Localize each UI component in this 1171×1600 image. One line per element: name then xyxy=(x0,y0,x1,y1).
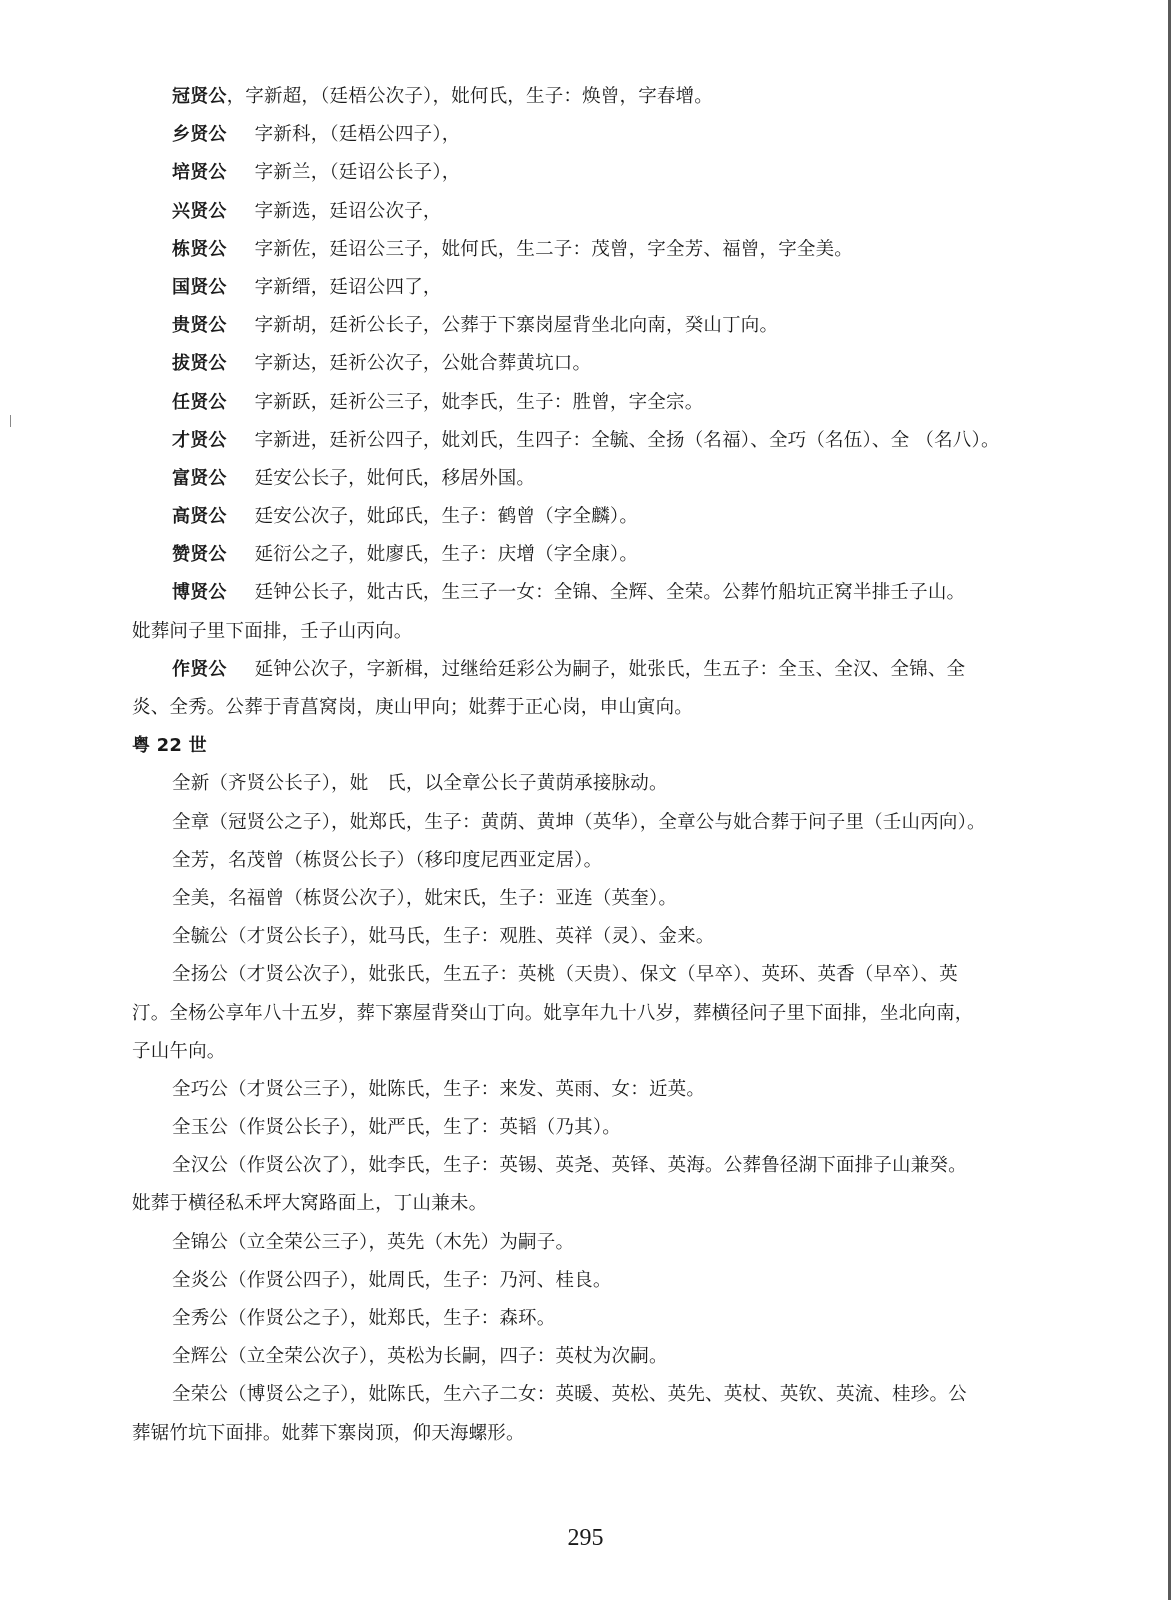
entry-text: 字新跃，廷祈公三子，妣李氏，生子：胜曾，字全宗。 xyxy=(254,391,704,413)
continuation-line: 炎、全秀。公葬于青菖窝岗，庚山甲向；妣葬于正心岗，申山寅向。 xyxy=(132,697,694,718)
entry-line xyxy=(132,1376,1072,1414)
entry-line xyxy=(132,1071,1072,1109)
entry-line xyxy=(132,78,1072,116)
entry-text: 全锦公（立全荣公三子），英先（木先）为嗣子。 xyxy=(172,1231,575,1253)
person-name: 国贤公 xyxy=(172,276,227,298)
section-22nd-generation xyxy=(132,765,1072,1452)
entry-line xyxy=(132,193,1072,231)
person-name: 拔贤公 xyxy=(172,353,227,375)
entry-text: 字新胡，廷祈公长子，公葬于下寨岗屋背坐北向南，癸山丁向。 xyxy=(254,315,779,337)
person-name: 冠贤公 xyxy=(172,86,227,107)
entry-text: 廷安公次子，妣邱氏，生子：鹤曾（字全麟）。 xyxy=(254,506,639,528)
entry-line xyxy=(132,422,1072,460)
person-name: 乡贤公 xyxy=(172,124,227,146)
entry-line xyxy=(132,842,1072,880)
entry-line xyxy=(132,269,1072,307)
entry-text: 全美，名福曾（栋贤公次子），妣宋氏，生子：亚连（英奎）。 xyxy=(172,887,678,909)
entry-line xyxy=(132,384,1072,422)
entry-line xyxy=(132,1300,1072,1338)
continuation-line: 汀。全杨公享年八十五岁，葬下寨屋背癸山丁向。妣享年九十八岁，葬横径问子里下面排，坐北向南， xyxy=(132,1002,974,1024)
entry-text: 全章（冠贤公之子），妣郑氏，生子：黄荫、黄坤（英华），全章公与妣合葬于问子里（壬山丙向）。 xyxy=(172,811,986,833)
entry-line xyxy=(132,880,1072,918)
generation-heading: 粤 22 世 xyxy=(132,735,207,757)
person-name: 培贤公 xyxy=(172,162,227,184)
entry-text: 全秀公（作贤公之子），妣郑氏，生子：森环。 xyxy=(172,1308,556,1329)
person-name: 赞贤公 xyxy=(172,544,227,566)
person-name: 博贤公 xyxy=(172,582,227,604)
entry-line xyxy=(132,1109,1072,1147)
document-body xyxy=(132,78,1072,1453)
entry-line xyxy=(132,574,1072,612)
entry-text: 全汉公（作贤公次了），妣李氏，生子：英锡、英尧、英铎、英海。公葬鲁径湖下面排子山兼癸。 xyxy=(172,1155,967,1177)
entry-text: 全玉公（作贤公长子），妣严氏，生了：英韬（乃其）。 xyxy=(172,1117,622,1139)
entry-line xyxy=(132,804,1072,842)
continuation-line: 妣葬问子里下面排，壬子山丙向。 xyxy=(132,620,413,642)
page-number: 295 xyxy=(567,1525,604,1551)
person-name: 富贤公 xyxy=(172,467,227,489)
entry-line xyxy=(132,1147,1072,1185)
entry-text: 字新缙，廷诏公四了， xyxy=(254,276,442,298)
person-name: 任贤公 xyxy=(172,391,227,413)
entry-line xyxy=(132,1262,1072,1300)
entry-text: 全扬公（才贤公次子），妣张氏，生五子：英桃（天贵）、保文（早卒）、英环、英香（早卒）、英 xyxy=(172,964,958,986)
entry-text: 字新进，廷祈公四子，妣刘氏，生四子：全毓、全扬（名福）、全巧（名伍）、全 （名八）。 xyxy=(254,429,1000,451)
entry-line xyxy=(132,765,1072,803)
entry-line xyxy=(132,536,1072,574)
entry-text: ，字新超，（廷梧公次子），妣何氏，生子：焕曾，字春增。 xyxy=(226,86,714,107)
person-name: 贵贤公 xyxy=(172,315,227,337)
entry-text: 字新科，（廷梧公四子）， xyxy=(254,124,461,146)
entry-text: 字新兰，（廷诏公长子）， xyxy=(254,162,461,184)
entry-line xyxy=(132,918,1072,956)
entry-line xyxy=(132,651,1072,689)
entry-line xyxy=(132,116,1072,154)
entry-line xyxy=(132,956,1072,994)
person-name: 才贤公 xyxy=(172,429,227,451)
entry-line xyxy=(132,231,1072,269)
entry-line xyxy=(132,1338,1072,1376)
section-21st-generation xyxy=(132,78,1072,727)
person-name: 作贤公 xyxy=(172,658,227,680)
entry-text: 延钟公次子，字新楫，过继给廷彩公为嗣子，妣张氏，生五子：全玉、全汉、全锦、全 xyxy=(254,658,966,680)
entry-text: 全荣公（博贤公之子），妣陈氏，生六子二女：英暖、英松、英先、英杖、英钦、英流、桂珍。公 xyxy=(172,1384,967,1406)
entry-line xyxy=(132,498,1072,536)
continuation-line: 葬锯竹坑下面排。妣葬下寨岗顶，仰天海螺形。 xyxy=(132,1422,525,1444)
person-name: 兴贤公 xyxy=(172,200,227,222)
entry-text: 全芳，名茂曾（栋贤公长子）（移印度尼西亚定居）。 xyxy=(172,849,603,871)
entry-text: 全巧公（才贤公三子），妣陈氏，生子：来发、英雨、女：近英。 xyxy=(172,1078,706,1100)
entry-text: 字新佐，廷诏公三子，妣何氏，生二子：茂曾，字全芳、福曾，字全美。 xyxy=(254,238,854,260)
person-name: 高贤公 xyxy=(172,506,227,528)
continuation-line: 妣葬于横径私禾坪大窝路面上，丁山兼未。 xyxy=(132,1193,488,1215)
entry-line xyxy=(132,345,1072,383)
entry-text: 廷安公长子，妣何氏，移居外国。 xyxy=(254,467,536,489)
entry-text: 字新达，廷祈公次子，公妣合葬黄坑口。 xyxy=(254,353,592,375)
entry-line xyxy=(132,154,1072,192)
scan-mark xyxy=(10,415,11,427)
entry-line xyxy=(132,307,1072,345)
entry-text: 廷钟公长子，妣古氏，生三子一女：全锦、全辉、全荣。公葬竹船坑正窝半排壬子山。 xyxy=(254,582,966,604)
entry-text: 延衍公之子，妣廖氏，生子：庆增（字全康）。 xyxy=(254,544,639,566)
entry-line xyxy=(132,1224,1072,1262)
continuation-line: 子山午向。 xyxy=(132,1040,226,1062)
entry-text: 字新选，廷诏公次子， xyxy=(254,200,442,222)
entry-text: 全辉公（立全荣公次子），英松为长嗣，四子：英杖为次嗣。 xyxy=(172,1346,668,1368)
entry-text: 全炎公（作贤公四子），妣周氏，生子：乃河、桂良。 xyxy=(172,1269,612,1291)
entry-line xyxy=(132,460,1072,498)
person-name: 栋贤公 xyxy=(172,238,227,260)
entry-text: 全新（齐贤公长子），妣 氏，以全章公长子黄荫承接脉动。 xyxy=(172,773,668,795)
entry-text: 全毓公（才贤公长子），妣马氏，生子：观胜、英祥（灵）、金来。 xyxy=(172,926,715,948)
